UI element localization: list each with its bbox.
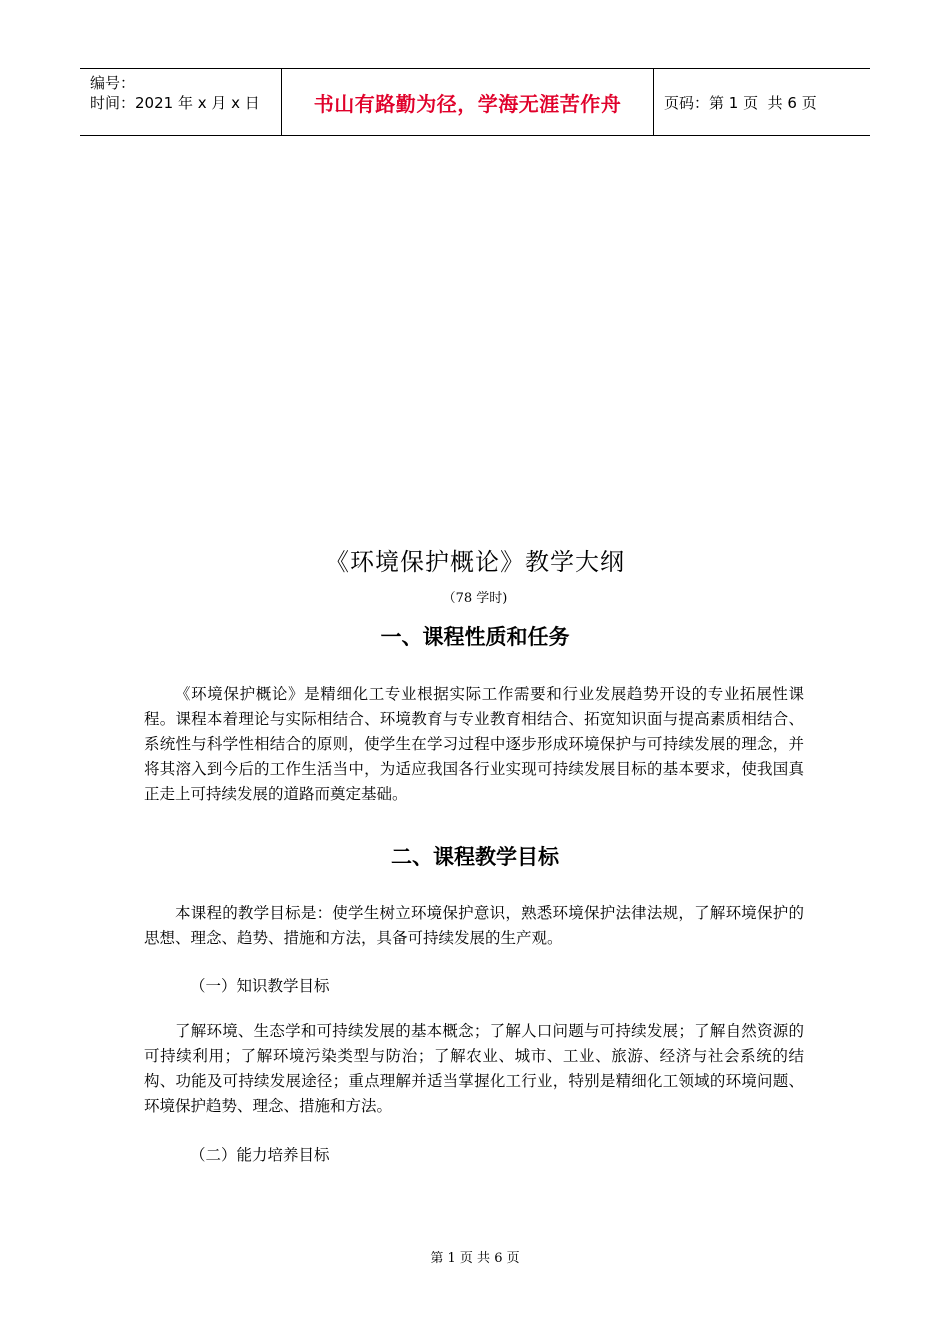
header-meta-cell <box>80 69 282 135</box>
document-header <box>80 68 870 136</box>
section2-heading: 二、课程教学目标 <box>391 845 559 869</box>
subsection1-body: 了解环境、生态学和可持续发展的基本概念；了解人口问题与可持续发展；了解自然资源的可持续利用；了解环境污染类型与防治；了解农业、城市、工业、旅游、经济与社会系统的结构、功能及可持续发展途径；重点理解并适当掌握化工行业，特别是精细化工领域的环境问题、环境保护趋势、理念、措施和方法。 <box>144 1022 804 1115</box>
page-info-cell <box>654 69 870 135</box>
section1-body: 《环境保护概论》是精细化工专业根据实际工作需要和行业发展趋势开设的专业拓展性课程。课程本着理论与实际相结合、环境教育与专业教育相结合、拓宽知识面与提高素质相结合、系统性与科学性相结合的原则，使学生在学习过程中逐步形成环境保护与可持续发展的理念，并将其溶入到今后的工作生活当中，为适应我国各行业实现可持续发展目标的基本要求，使我国真正走上可持续发展的道路而奠定基础。 <box>144 685 804 803</box>
page-info-text: 页码：第 1 页 共 6 页 <box>664 93 817 112</box>
subsection2-heading: （二）能力培养目标 <box>190 1146 330 1164</box>
page-footer: 第 1 页 共 6 页 <box>430 1251 520 1266</box>
motto-cell <box>282 69 654 135</box>
motto-text: 书山有路勤为径，学海无涯苦作舟 <box>313 91 622 116</box>
section1-heading: 一、课程性质和任务 <box>380 625 570 649</box>
section2-body: 本课程的教学目标是：使学生树立环境保护意识，熟悉环境保护法律法规，了解环境保护的思想、理念、趋势、措施和方法，具备可持续发展的生产观。 <box>144 904 804 947</box>
subsection1-heading: （一）知识教学目标 <box>190 977 330 995</box>
course-hours: （78 学时) <box>442 591 508 606</box>
document-title: 《环境保护概论》教学大纲 <box>325 548 625 576</box>
number-label: 编号： <box>90 74 136 92</box>
time-label: 时间：2021 年 x 月 x 日 <box>90 94 260 112</box>
